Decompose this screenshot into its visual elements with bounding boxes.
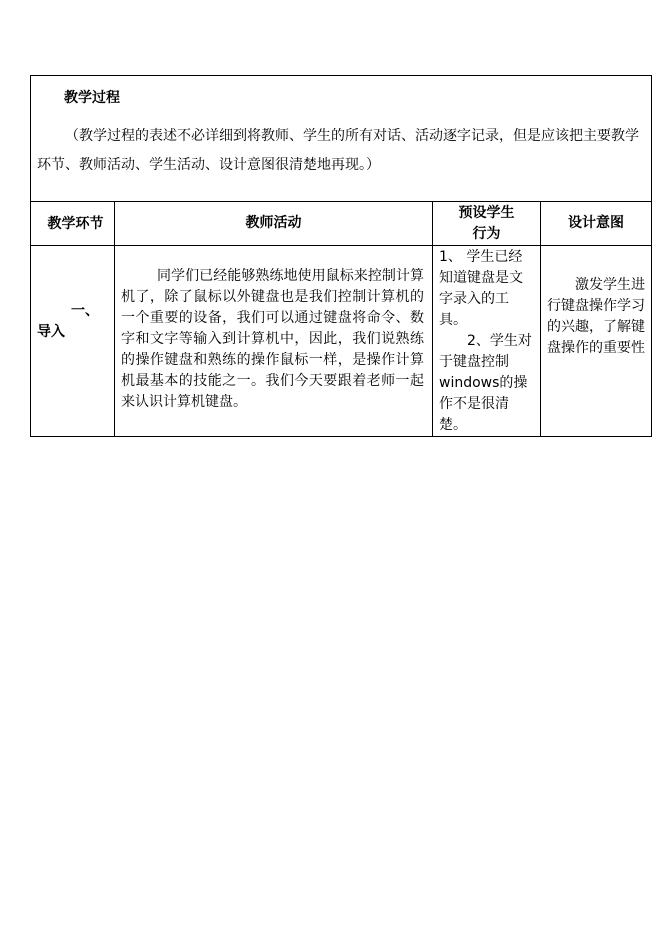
lesson-process-table: [30, 75, 652, 437]
design-intent-text: 激发学生进行键盘操作学习的兴趣，了解键盘操作的重要性: [547, 277, 645, 356]
section-title: 教学过程: [64, 90, 120, 106]
intro-section: [31, 76, 652, 202]
stage-number: 一、: [71, 303, 99, 319]
header-design: 设计意图: [541, 202, 652, 246]
design-intent: [541, 246, 652, 437]
student-behavior-2: 2、学生对于键盘控制windows的操作不是很清楚。: [439, 333, 532, 433]
header-teacher: 教师活动: [115, 202, 433, 246]
stage-cell: [31, 246, 115, 437]
stage-name: 导入: [37, 324, 65, 340]
table-row: [31, 246, 652, 437]
header-stage: 教学环节: [31, 202, 115, 246]
student-behavior-cell: [433, 246, 541, 437]
header-student: 预设学生行为: [433, 202, 541, 246]
intro-text: （教学过程的表述不必详细到将教师、学生的所有对话、活动逐字记录，但是应该把主要教学环节、教师活动、学生活动、设计意图很清楚地再现。）: [37, 128, 639, 173]
student-behavior-1: 1、 学生已经知道键盘是文字录入的工具。: [439, 249, 523, 328]
teacher-activity: 同学们已经能够熟练地使用鼠标来控制计算机了，除了鼠标以外键盘也是我们控制计算机的一个重要的设备，我们可以通过键盘将命令、数字和文字等输入到计算机中，因此，我们说熟练的操作键盘和熟练的操作鼠标一样，是操作计算机最基本的技能之一。我们今天要跟着老师一起来认识计算机键盘。: [115, 246, 433, 437]
